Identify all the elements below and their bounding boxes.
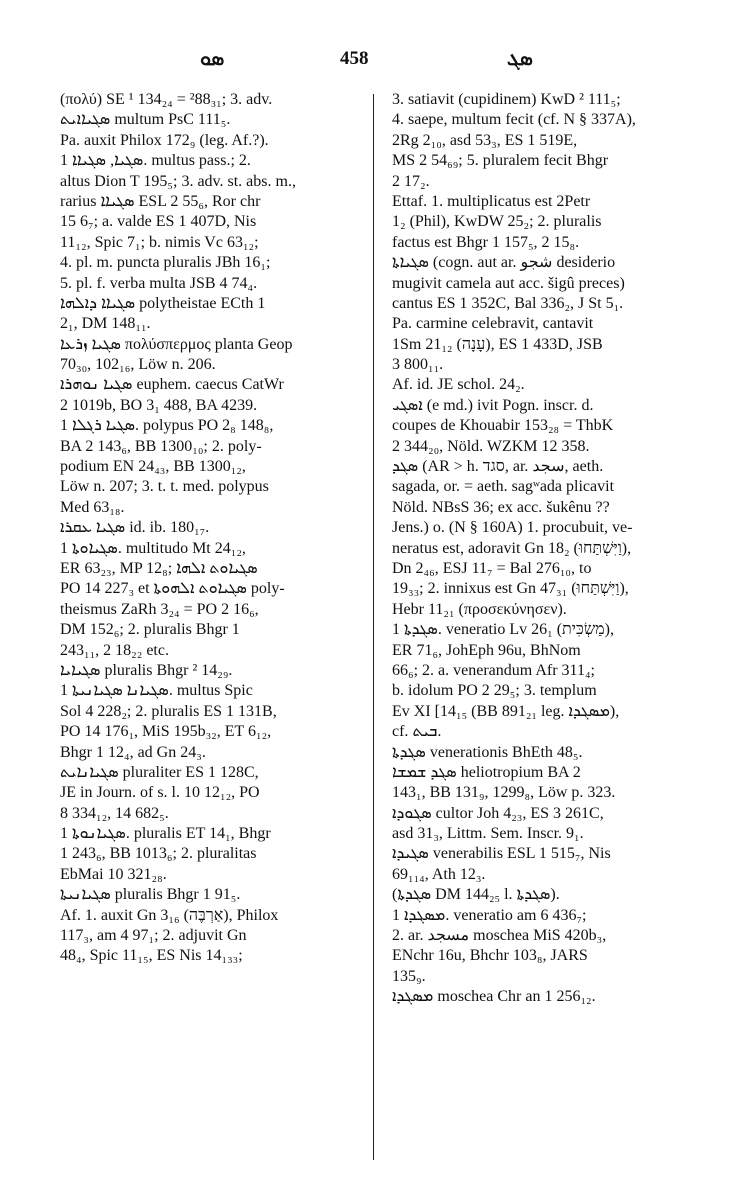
entry-line: Löw n. 207; 3. t. t. med. polypus <box>60 478 269 496</box>
entry-line: 1₂ (Phil), KwDW 25₂; 2. pluralis <box>392 213 602 231</box>
entry-line: Jens.) o. (N § 160A) 1. procubuit, ve- <box>392 519 633 537</box>
entry-line: ܣܓܝܐ ܥܩܪܐ id. ib. 180₁₇. <box>60 519 210 537</box>
entry-line: ER 63₂₃, MP 12₈; ܣܓܝܐܘܬ ܐܠܗܐ <box>60 559 258 577</box>
entry-line: neratus est, adoravit Gn 18₂ (וַיִּשְׁתַּחוּ), <box>392 539 632 557</box>
entry-line: ܡܣܓܕܐ 1. veneratio am 6 436₇; <box>392 906 587 924</box>
entry-line: ENchr 16u, Bhchr 103₈, JARS <box>392 947 588 965</box>
entry-line: 66₆; 2. a. venerandum Afr 311₄; <box>392 661 595 679</box>
entry-line: 2Rg 2₁₀, asd 53₃, ES 1 519E, <box>392 131 578 149</box>
entry-line: 15 6₇; a. valde ES 1 407D, Nis <box>60 213 257 231</box>
entry-line: ܣܓܕܬܐ 1. veneratio Lv 26₁ (מַשְׂכִּית), <box>392 621 614 639</box>
entry-line: ܣܓܝܐܘܬܐ 1. multitudo Mt 24₁₂, <box>60 539 246 557</box>
entry-line: 1Sm 21₁₂ (עָנָה), ES 1 433D, JSB <box>392 335 603 353</box>
entry-line: (πολύ) SE ¹ 134₂₄ = ²88₃₁; 3. adv. <box>60 91 273 108</box>
entry-line: JE in Journ. of s. l. 10 12₁₂, PO <box>60 784 260 802</box>
entry-line: Sol 4 228₂; 2. pluralis ES 1 131B, <box>60 702 277 720</box>
entry-line: ܣܓܝܕܐ venerabilis ESL 1 515₇, Nis <box>392 845 611 863</box>
entry-line: ܣܓܕ (AR > h. סגד, ar. سجد, aeth. <box>392 458 604 476</box>
entry-line: 117₃, am 4 97₁; 2. adjuvit Gn <box>60 927 247 945</box>
entry-line: cf. ܒܝܬ. <box>392 723 442 741</box>
entry-line: 2. ar. مسجد moschea MiS 420b₃, <box>392 927 607 945</box>
entry-line: theismus ZaRh 3₂₄ = PO 2 16₆, <box>60 600 259 618</box>
entry-line: ER 71₆, JohEph 96u, BhNom <box>392 641 581 659</box>
entry-line: mugivit camela aut acc. šigû preces) <box>392 274 625 292</box>
entry-line: ܣܓܝܐܝܐ pluralis Bhgr ² 14₂₉. <box>60 661 233 679</box>
entry-line: b. idolum PO 2 29₅; 3. templum <box>392 682 597 700</box>
entry-line: ܣܓܝܐܐܝܬ multum PsC 111₅. <box>60 111 231 129</box>
left-column <box>60 90 378 967</box>
entry-line: sagada, or. = aeth. sagʷada plicavit <box>392 478 615 496</box>
entry-line: Af. id. JE schol. 24₂. <box>392 376 525 394</box>
entry-line: Nöld. NBsS 36; ex acc. šukênu ?? <box>392 498 610 516</box>
entry-line: 2 1019b, BO 3₁ 488, BA 4239. <box>60 396 258 414</box>
entry-line: altus Dion T 195₅; 3. adv. st. abs. m., <box>60 172 296 190</box>
entry-line: rarius ܣܓܝܐܐ ESL 2 55₆, Ror chr <box>60 192 261 210</box>
entry-line: Ev XI [14₁₅ (BB 891₂₁ leg. ܡܣܓܕܐ), <box>392 702 620 720</box>
entry-line: 135₉. <box>392 967 426 985</box>
entry-line: 2₁, DM 148₁₁. <box>60 315 151 333</box>
entry-line: 4. pl. m. puncta pluralis JBh 16₁; <box>60 254 271 272</box>
entry-line: cantus ES 1 352C, Bal 336₂, J St 5₁. <box>392 294 624 312</box>
entry-line: Med 63₁₈. <box>60 498 125 516</box>
entry-line: 19₃₃; 2. innixus est Gn 47₃₁ (וַיִּשְׁתַּחוּ), <box>392 580 629 598</box>
entry-line: ܣܓܝܐ ܢܘܗܪܐ euphem. caecus CatWr <box>60 376 284 394</box>
entry-line: ܣܓܝܐ, ܣܓܝܐܐ 1. multus pass.; 2. <box>60 152 251 170</box>
entry-line: ܣܓܕܬܐ venerationis BhEth 48₅. <box>392 743 583 761</box>
entry-line: Hebr 11₂₁ (προσεκύνησεν). <box>392 600 567 618</box>
entry-line: asd 31₃, Littm. Sem. Inscr. 9₁. <box>392 825 584 843</box>
entry-line: 8 334₁₂, 14 682₅. <box>60 804 169 822</box>
entry-line: factus est Bhgr 1 157₅, 2 15₈. <box>392 233 580 251</box>
entry-line: 2 344₂₀, Nöld. WZKM 12 358. <box>392 437 590 455</box>
entry-line: 3 800₁₁. <box>392 356 444 374</box>
entry-line: ܣܓܕ ܫܡܫܐ heliotropium BA 2 <box>392 763 581 781</box>
entry-line: Pa. auxit Philox 172₉ (leg. Af.?). <box>60 131 269 149</box>
entry-line: 4. saepe, multum fecit (cf. N § 337A), <box>392 111 636 129</box>
entry-line: 69₁₁₄, Ath 12₃. <box>392 865 486 883</box>
entry-line: 11₁₂, Spic 7₁; b. nimis Vc 63₁₂; <box>60 233 259 251</box>
entry-line: ܣܓܝܐ ܪܓܠܐ 1. polypus PO 2₈ 148₈, <box>60 417 274 435</box>
header-right-word: ܣܓ <box>507 46 533 70</box>
column-divider <box>373 94 374 1160</box>
entry-line: ܣܓܝܐܢܝܬܐ pluralis Bhgr 1 91₅. <box>60 886 241 904</box>
entry-line: ܣܓܝܐ ܙܪܥܐ πολύσπερμος planta Geop <box>60 335 293 353</box>
entry-line: EbMai 10 321₂₈. <box>60 865 167 883</box>
entry-line: Ettaf. 1. multiplicatus est 2Petr <box>392 192 591 210</box>
entry-line: ܣܓܝܐܐ ܕܐܠܗܐ polytheistae ECth 1 <box>60 294 266 312</box>
page-header <box>0 46 750 76</box>
header-left-word: ܣܘ <box>200 46 225 70</box>
entry-line: 1 243₆, BB 1013₆; 2. pluralitas <box>60 845 257 863</box>
entry-line: MS 2 54₆₉; 5. pluralem fecit Bhgr <box>392 152 609 170</box>
entry-line: ܣܓܝܐܬܐ (cogn. aut ar. شجو desiderio <box>392 254 616 272</box>
entry-line: podium EN 24₄₃, BB 1300₁₂, <box>60 458 246 476</box>
entry-line: 48₄, Spic 11₁₅, ES Nis 14₁₃₃; <box>60 947 243 965</box>
entry-line: 70₃₀, 102₁₆, Löw n. 206. <box>60 356 216 374</box>
entry-line: PO 14 227₃ et ܣܓܝܐܘܬ ܐܠܗܘܬܐ poly- <box>60 580 285 598</box>
entry-line: ܣܓܝܐܢܐܝܬ pluraliter ES 1 128C, <box>60 763 259 781</box>
entry-line: Af. 1. auxit Gn 3₁₆ (אַרְבֶּה), Philox <box>60 906 279 924</box>
page-number: 458 <box>340 48 369 69</box>
entry-line: (ܣܓܕܬܐ DM 144₂₅ l. ܣܓܕܬܐ). <box>392 886 560 904</box>
entry-line: 2 17₂. <box>392 172 430 190</box>
entry-line: BA 2 143₆, BB 1300₁₀; 2. poly- <box>60 437 262 455</box>
entry-line: Bhgr 1 12₄, ad Gn 24₃. <box>60 743 206 761</box>
entry-line: ܣܓܝܐܢܐ ܣܓܝܐܢܝܬܐ 1. multus Spic <box>60 682 253 700</box>
entry-line: 5. pl. f. verba multa JSB 4 74₄. <box>60 274 258 292</box>
entry-line: 243₁₁, 2 18₂₂ etc. <box>60 641 169 659</box>
entry-line: PO 14 176₁, MiS 195b₃₂, ET 6₁₂, <box>60 723 272 741</box>
entry-line: DM 152₆; 2. pluralis Bhgr 1 <box>60 621 240 639</box>
entry-line: Dn 2₄₆, ESJ 11₇ = Bal 276₁₀, to <box>392 559 592 577</box>
entry-line: ܣܓܘܕܐ cultor Joh 4₂₃, ES 3 261C, <box>392 804 604 822</box>
entry-line: 143₁, BB 131₉, 1299₈, Löw p. 323. <box>392 784 616 802</box>
entry-line: 3. satiavit (cupidinem) KwD ² 111₅; <box>392 91 621 108</box>
entry-line: ܣܓܝܐܢܘܬܐ 1. pluralis ET 14₁, Bhgr <box>60 825 271 843</box>
right-column <box>392 90 710 1008</box>
entry-line: coupes de Khouabir 153₂₈ = ThbK <box>392 417 614 435</box>
entry-line: ܐܣܓܝ (e md.) ivit Pogn. inscr. d. <box>392 396 594 414</box>
entry-line: Pa. carmine celebravit, cantavit <box>392 315 594 333</box>
entry-line: ܡܣܓܕܐ moschea Chr an 1 256₁₂. <box>392 988 596 1006</box>
